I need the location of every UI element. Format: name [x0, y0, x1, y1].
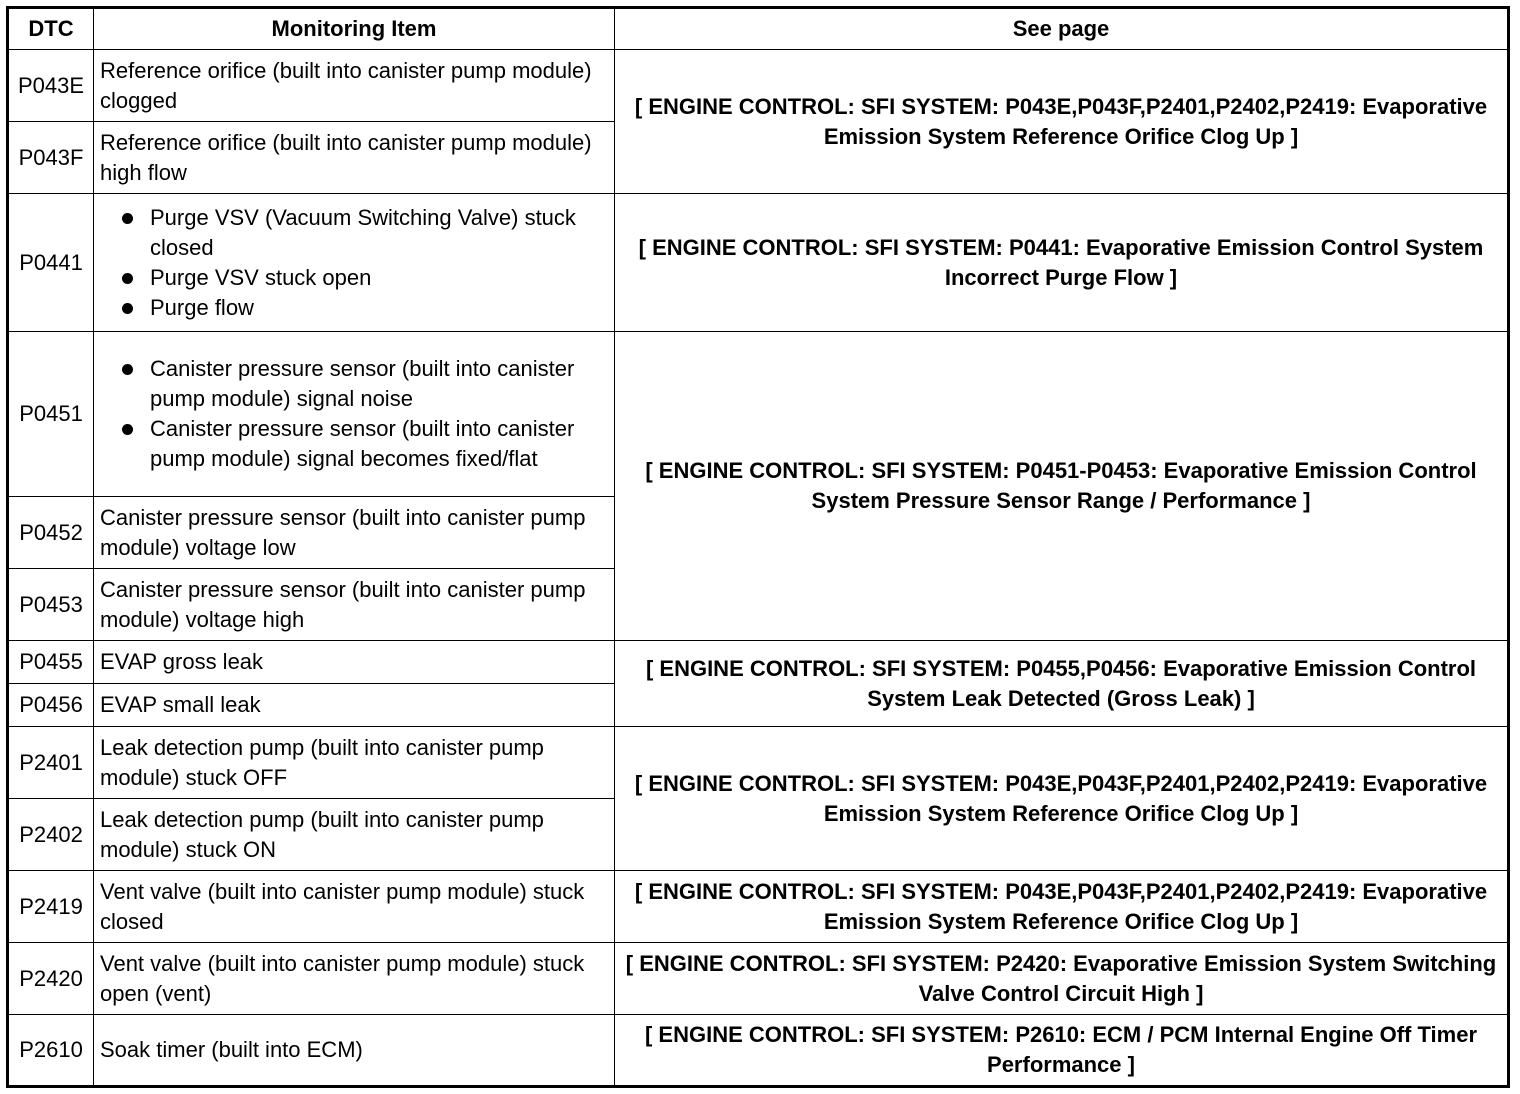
see-page-link[interactable]: [ ENGINE CONTROL: SFI SYSTEM: P0441: Evaporative Emission Control System Incorrect Purge Flow ]	[615, 194, 1509, 332]
bullet-list	[100, 203, 608, 323]
bullet-icon	[122, 213, 133, 224]
bullet-icon	[122, 364, 133, 375]
bullet-item	[100, 203, 608, 263]
monitoring-item: Soak timer (built into ECM)	[94, 1015, 615, 1087]
dtc-code: P2402	[8, 799, 94, 871]
bullet-item	[100, 414, 608, 474]
monitoring-item: Reference orifice (built into canister pump module) clogged	[94, 50, 615, 122]
see-page-link[interactable]: [ ENGINE CONTROL: SFI SYSTEM: P0455,P0456: Evaporative Emission Control System Leak Detected (Gross Leak) ]	[615, 641, 1509, 727]
dtc-code: P2610	[8, 1015, 94, 1087]
table-row	[8, 194, 1509, 332]
bullet-icon	[122, 273, 133, 284]
dtc-code: P0453	[8, 569, 94, 641]
table-row	[8, 641, 1509, 684]
table-row	[8, 727, 1509, 799]
dtc-code: P0452	[8, 497, 94, 569]
dtc-code: P043E	[8, 50, 94, 122]
see-page-link[interactable]: [ ENGINE CONTROL: SFI SYSTEM: P0451-P0453: Evaporative Emission Control System Pressure Sensor Range / Performance ]	[615, 332, 1509, 641]
table-row	[8, 332, 1509, 497]
monitoring-item: Vent valve (built into canister pump module) stuck closed	[94, 871, 615, 943]
monitoring-item: Canister pressure sensor (built into canister pump module) voltage high	[94, 569, 615, 641]
dtc-code: P2401	[8, 727, 94, 799]
dtc-code: P043F	[8, 122, 94, 194]
bullet-list	[100, 354, 608, 474]
monitoring-item: EVAP gross leak	[94, 641, 615, 684]
bullet-item	[100, 354, 608, 414]
header-dtc: DTC	[8, 8, 94, 50]
monitoring-item	[94, 332, 615, 497]
bullet-text: Canister pressure sensor (built into canister pump module) signal becomes fixed/flat	[150, 416, 575, 471]
monitoring-item	[94, 194, 615, 332]
table-header-row	[8, 8, 1509, 50]
dtc-code: P0451	[8, 332, 94, 497]
monitoring-item: Leak detection pump (built into canister pump module) stuck OFF	[94, 727, 615, 799]
table-row	[8, 1015, 1509, 1087]
table-row	[8, 871, 1509, 943]
dtc-code: P0441	[8, 194, 94, 332]
monitoring-item: Canister pressure sensor (built into canister pump module) voltage low	[94, 497, 615, 569]
dtc-code: P2420	[8, 943, 94, 1015]
bullet-item	[100, 263, 608, 293]
see-page-link[interactable]: [ ENGINE CONTROL: SFI SYSTEM: P043E,P043F,P2401,P2402,P2419: Evaporative Emission System Reference Orifice Clog Up ]	[615, 727, 1509, 871]
bullet-text: Purge VSV stuck open	[150, 264, 372, 290]
dtc-table	[6, 6, 1510, 1088]
dtc-code: P0456	[8, 684, 94, 727]
table-row	[8, 50, 1509, 122]
bullet-icon	[122, 303, 133, 314]
bullet-item	[100, 293, 608, 323]
dtc-code: P2419	[8, 871, 94, 943]
header-see-page: See page	[615, 8, 1509, 50]
see-page-link[interactable]: [ ENGINE CONTROL: SFI SYSTEM: P2610: ECM / PCM Internal Engine Off Timer Performance ]	[615, 1015, 1509, 1087]
monitoring-item: Vent valve (built into canister pump module) stuck open (vent)	[94, 943, 615, 1015]
dtc-code: P0455	[8, 641, 94, 684]
bullet-icon	[122, 424, 133, 435]
monitoring-item: Reference orifice (built into canister pump module) high flow	[94, 122, 615, 194]
see-page-link[interactable]: [ ENGINE CONTROL: SFI SYSTEM: P2420: Evaporative Emission System Switching Valve Control Circuit High ]	[615, 943, 1509, 1015]
bullet-text: Purge VSV (Vacuum Switching Valve) stuck closed	[150, 204, 576, 260]
see-page-link[interactable]: [ ENGINE CONTROL: SFI SYSTEM: P043E,P043F,P2401,P2402,P2419: Evaporative Emission System Reference Orifice Clog Up ]	[615, 871, 1509, 943]
monitoring-item: Leak detection pump (built into canister pump module) stuck ON	[94, 799, 615, 871]
table-row	[8, 943, 1509, 1015]
monitoring-item: EVAP small leak	[94, 684, 615, 727]
bullet-text: Canister pressure sensor (built into canister pump module) signal noise	[150, 356, 575, 411]
see-page-link[interactable]: [ ENGINE CONTROL: SFI SYSTEM: P043E,P043F,P2401,P2402,P2419: Evaporative Emission System Reference Orifice Clog Up ]	[615, 50, 1509, 194]
header-monitoring-item: Monitoring Item	[94, 8, 615, 50]
bullet-text: Purge flow	[150, 294, 254, 320]
